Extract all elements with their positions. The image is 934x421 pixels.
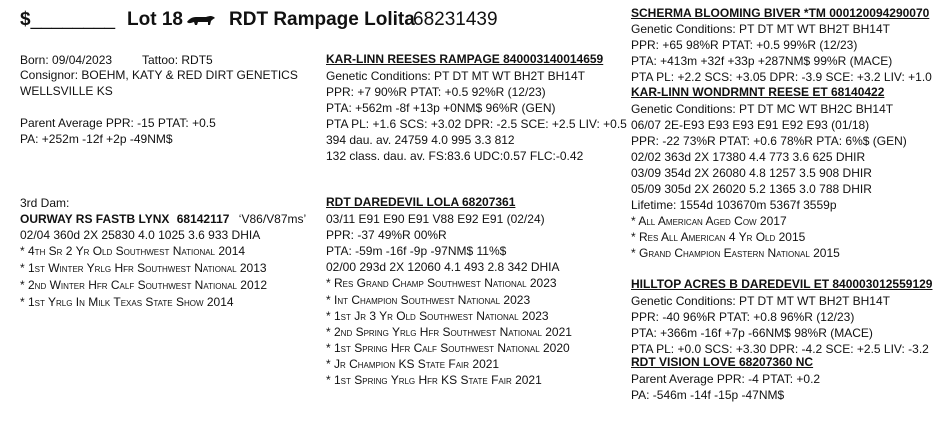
dam-of-sire-award: * Grand Champion Eastern National 2015 [631, 246, 840, 260]
sire-line: PTA: +562m -8f +13p +0NM$ 96%R (GEN) [326, 101, 556, 115]
sire-of-dam-name: HILLTOP ACRES B DAREDEVIL ET 840003012559129 [631, 277, 933, 291]
dam-award: * Int Champion Southwest National 2023 [326, 293, 531, 307]
sire-of-sire-line: PPR: +65 98%R PTAT: +0.5 99%R (12/23) [631, 38, 858, 52]
dam-award: * 1st Spring Yrlg Hfr KS State Fair 2021 [326, 373, 542, 387]
dam-award: * Jr Champion KS State Fair 2021 [326, 357, 500, 371]
price-blank: ________ [30, 9, 116, 30]
third-dam-name: OURWAY RS FASTB LYNX [20, 212, 170, 226]
registration-number: 68231439 [413, 9, 498, 30]
price-label [20, 9, 115, 31]
parent-average-pa: PA: +252m -12f +2p -49NM$ [20, 132, 173, 146]
sire-of-dam-line: PTA: +366m -16f +7p -66NM$ 98%R (MACE) [631, 326, 873, 340]
sire-of-dam-line: Genetic Conditions: PT DT MT WT BH2T BH14T [631, 294, 890, 308]
third-dam-heading [20, 211, 306, 227]
dam-of-sire-line: 06/07 2E-E93 E93 E93 E91 E92 E93 (01/18) [631, 118, 870, 132]
sire-of-sire-line: PTA PL: +2.2 SCS: +3.05 DPR: -3.9 SCE: +3.2 LIV: +1.0 [631, 70, 932, 84]
dam-of-sire-lifetime: Lifetime: 1554d 103670m 5367f 3559p [631, 198, 837, 212]
third-dam-label: 3rd Dam: [20, 196, 70, 210]
dam-award: * 2nd Spring Yrlg Hfr Southwest National 2021 [326, 325, 572, 339]
dam-of-sire-name: KAR-LINN WONDRMNT REESE ET 68140422 [631, 85, 885, 99]
sire-line: 394 dau. av. 24759 4.0 995 3.3 812 [326, 133, 515, 147]
third-dam-reg: 68142117 [176, 212, 230, 226]
sire-line: 132 class. dau. av. FS:83.6 UDC:0.57 FLC:-0.42 [326, 149, 584, 163]
dam-of-dam-line: PA: -546m -14f -15p -47NM$ [631, 388, 785, 402]
dam-award: * Res Grand Champ Southwest National 2023 [326, 276, 557, 290]
third-dam-award: * 2nd Winter Hfr Calf Southwest National 2012 [20, 278, 268, 292]
sire-line: PTA PL: +1.6 SCS: +3.02 DPR: -2.5 SCE: +2.5 LIV: +0.5 [326, 117, 627, 131]
dam-of-sire-line: Genetic Conditions: PT DT MC WT BH2C BH14T [631, 102, 894, 116]
third-dam-award: * 4th Sr 2 Yr Old Southwest National 2014 [20, 244, 246, 258]
consignor-location: WELLSVILLE KS [20, 84, 113, 98]
dam-name: RDT DAREDEVIL LOLA 68207361 [326, 195, 516, 209]
consignor: Consignor: BOEHM, KATY & RED DIRT GENETICS [20, 68, 298, 82]
dam-line: PTA: -59m -16f -9p -97NM$ 11%$ [326, 244, 507, 258]
tattoo: Tattoo: RDT5 [142, 53, 213, 67]
third-dam-score: ‘V86/V87ms’ [238, 212, 307, 226]
sire-name: KAR-LINN REESES RAMPAGE 840003140014659 [326, 52, 604, 66]
sire-of-sire-line: PTA: +413m +32f +33p +287NM$ 99%R (MACE) [631, 54, 893, 68]
dam-of-sire-line: 03/09 354d 2X 26080 4.8 1257 3.5 908 DHIR [631, 166, 872, 180]
dam-line: 02/00 293d 2X 12060 4.1 493 2.8 342 DHIA [326, 260, 560, 274]
dam-of-sire-award: * All American Aged Cow 2017 [631, 214, 787, 228]
third-dam-record: 02/04 360d 2X 25830 4.0 1025 3.6 933 DHIA [20, 228, 261, 242]
third-dam-award: * 1st Yrlg In Milk Texas State Show 2014 [20, 295, 234, 309]
dam-of-sire-line: 02/02 363d 2X 17380 4.4 773 3.6 625 DHIR [631, 150, 866, 164]
sire-of-sire-name: SCHERMA BLOOMING BIVER *TM 000120094290070 [631, 6, 930, 20]
animal-name: RDT Rampage Lolita [229, 9, 415, 30]
dam-of-sire-line: 05/09 305d 2X 26020 5.2 1365 3.0 788 DHIR [631, 182, 872, 196]
third-dam-award: * 1st Winter Yrlg Hfr Southwest National 2013 [20, 261, 267, 275]
sire-of-sire-line: Genetic Conditions: PT DT MT WT BH2T BH14T [631, 22, 890, 36]
dollar-sign: $ [20, 9, 31, 30]
born-date: Born: 09/04/2023 [20, 53, 113, 67]
dam-line: PPR: -37 49%R 00%R [326, 228, 447, 242]
sire-line: Genetic Conditions: PT DT MT WT BH2T BH14T [326, 69, 585, 83]
dam-of-sire-line: PPR: -22 73%R PTAT: +0.6 78%R PTA: 6%$ (GEN) [631, 134, 907, 148]
sire-of-dam-line: PPR: -40 96%R PTAT: +0.8 96%R (12/23) [631, 310, 855, 324]
dam-of-sire-award: * Res All American 4 Yr Old 2015 [631, 230, 806, 244]
sire-of-dam-line: PTA PL: +0.0 SCS: +3.30 DPR: -4.2 SCE: +2.5 LIV: -3.2 [631, 342, 929, 356]
lot-number: Lot 18 [127, 9, 183, 30]
dam-line: 03/11 E91 E90 E91 V88 E92 E91 (02/24) [326, 212, 545, 226]
dam-award: * 1st Jr 3 Yr Old Southwest National 2023 [326, 309, 549, 323]
parent-average-ppr: Parent Average PPR: -15 PTAT: +0.5 [20, 116, 216, 130]
dam-of-dam-line: Parent Average PPR: -4 PTAT: +0.2 [631, 372, 821, 386]
dam-award: * 1st Spring Hfr Calf Southwest National 2020 [326, 341, 570, 355]
cow-silhouette-icon [186, 13, 216, 27]
sire-line: PPR: +7 90%R PTAT: +0.5 92%R (12/23) [326, 85, 546, 99]
dam-of-dam-name: RDT VISION LOVE 68207360 NC [631, 355, 814, 369]
